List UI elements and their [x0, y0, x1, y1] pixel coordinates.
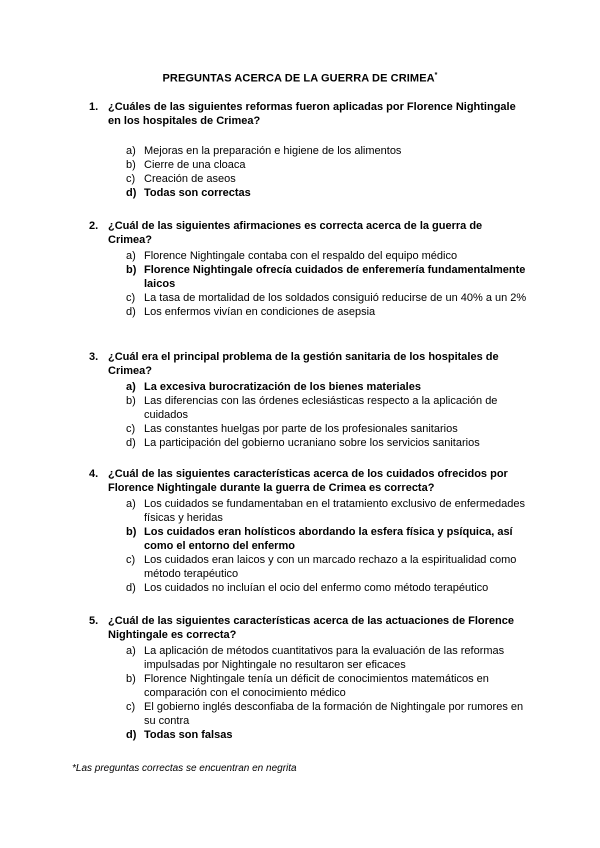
option-a: a) Florence Nightingale contaba con el respaldo del equipo médico [126, 250, 458, 262]
question-text: 4. ¿Cuál de las siguientes características acerca de los cuidados ofrecidos por Florence Nightingale durante la guerra de Crimea es correcta? [89, 468, 508, 494]
question-4 [89, 467, 529, 595]
option-c: c) Creación de aseos [126, 173, 236, 185]
question-3 [89, 350, 529, 450]
option-a: a) Los cuidados se fundamentaban en el tratamiento exclusivo de enfermedades físicas y heridas [126, 498, 525, 524]
option-c: c) La tasa de mortalidad de los soldados consiguió reducirse de un 40% a un 2% [126, 292, 527, 304]
question-text: 2. ¿Cuál de las siguientes afirmaciones es correcta acerca de la guerra de Crimea? [89, 220, 483, 246]
question-number: 1. [89, 101, 99, 113]
option-d: d) Los cuidados no incluían el ocio del enfermo como método terapéutico [126, 582, 489, 594]
option-c: c) Los cuidados eran laicos y con un marcado rechazo a la espiritualidad como método terapéutico [126, 554, 517, 580]
question-number: 5. [89, 615, 99, 627]
question-number: 3. [89, 351, 99, 363]
options-list [89, 249, 529, 319]
options-list [89, 497, 529, 595]
question-2 [89, 219, 529, 319]
option-a: a) Mejoras en la preparación e higiene de los alimentos [126, 145, 402, 157]
option-b-correct: b) Florence Nightingale ofrecía cuidados de enferemería fundamentalmente laicos [126, 264, 526, 290]
document-title: PREGUNTAS ACERCA DE LA GUERRA DE CRIMEA* [162, 72, 438, 85]
option-a: a) La aplicación de métodos cuantitativos para la evaluación de las reformas impulsadas por Nightingale no resultaron ser eficaces [126, 645, 505, 671]
option-b: b) Cierre de una cloaca [126, 159, 246, 171]
option-c: c) Las constantes huelgas por parte de los profesionales sanitarios [126, 423, 458, 435]
question-number: 4. [89, 468, 99, 480]
option-b: b) Florence Nightingale tenía un déficit de conocimientos matemáticos en comparación con el conocimiento médico [126, 673, 489, 699]
option-b: b) Las diferencias con las órdenes eclesiásticas respecto a la aplicación de cuidados [126, 395, 498, 421]
question-text: 1. ¿Cuáles de las siguientes reformas fueron aplicadas por Florence Nightingale en los hospitales de Crimea? [89, 101, 516, 127]
option-b-correct: b) Los cuidados eran holísticos abordando la esfera física y psíquica, así como el entorno del enfermo [126, 526, 513, 552]
options-list [89, 644, 529, 742]
options-list [89, 380, 529, 450]
question-1 [89, 100, 529, 200]
option-d: d) La participación del gobierno ucraniano sobre los servicios sanitarios [126, 437, 480, 449]
option-c: c) El gobierno inglés desconfiaba de la formación de Nightingale por rumores en su contra [126, 701, 524, 727]
question-text: 3. ¿Cuál era el principal problema de la gestión sanitaria de los hospitales de Crimea? [89, 351, 499, 377]
option-d-correct: d) Todas son falsas [126, 729, 233, 741]
question-text: 5. ¿Cuál de las siguientes características acerca de las actuaciones de Florence Nightingale es correcta? [89, 615, 514, 641]
question-5 [89, 614, 529, 742]
option-d: d) Los enfermos vivían en condiciones de asepsia [126, 306, 376, 318]
option-d-correct: d) Todas son correctas [126, 187, 251, 199]
options-list [89, 144, 529, 200]
option-a-correct: a) La excesiva burocratización de los bienes materiales [126, 381, 421, 393]
footnote: *Las preguntas correctas se encuentran en negrita [72, 763, 297, 774]
title-footnote-mark: * [434, 72, 438, 79]
question-number: 2. [89, 220, 99, 232]
